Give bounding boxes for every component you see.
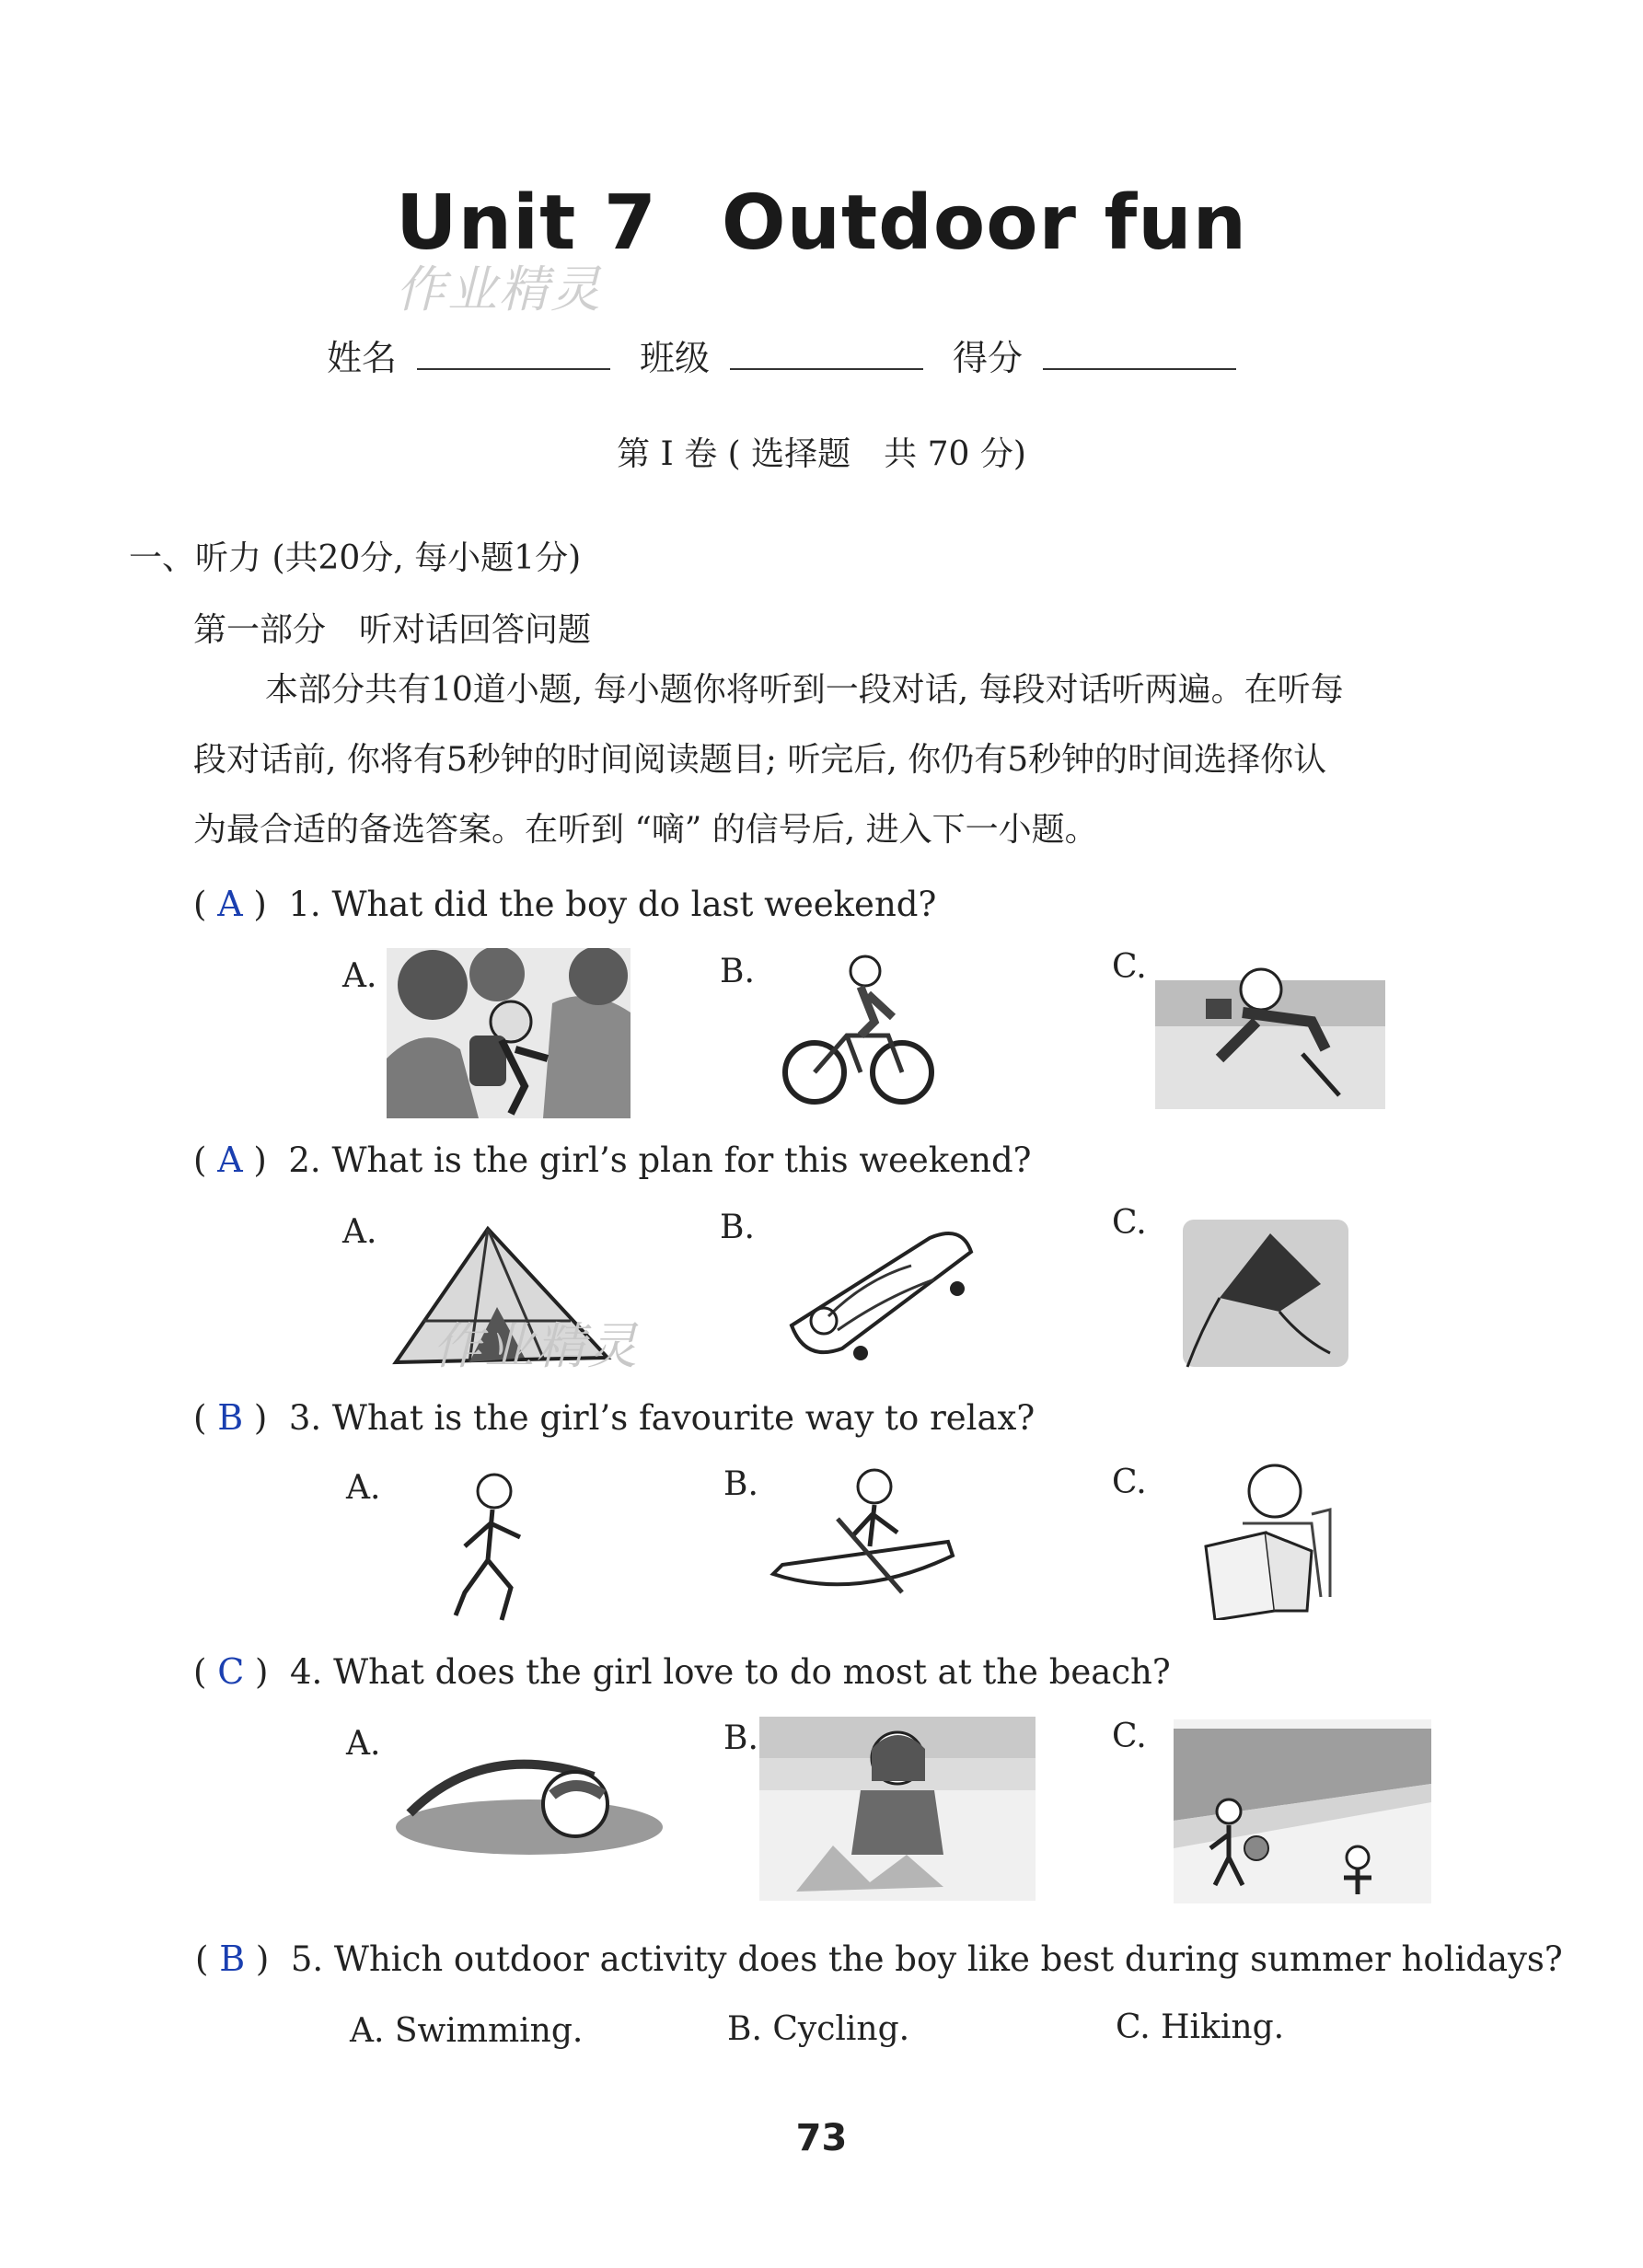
option-label: C. (1112, 948, 1147, 986)
watermark: 作业精灵 (396, 260, 602, 318)
hiking-picture[interactable] (387, 948, 631, 1118)
part-heading: 第一部分 听对话回答问题 (193, 611, 592, 649)
option-label: C. (1112, 1718, 1147, 1755)
instructions (193, 655, 1482, 865)
watermark: 作业精灵 (433, 1317, 639, 1375)
question-2: ( A ) 2. What is the girl’s plan for this weekend? (193, 1140, 1032, 1180)
question-text: 2. What is the girl’s plan for this weekend? (288, 1140, 1032, 1180)
answer-mark: A (217, 884, 243, 924)
name-blank[interactable] (417, 341, 610, 370)
sandcastle-picture[interactable] (759, 1717, 1036, 1901)
skateboard-picture[interactable] (773, 1224, 980, 1362)
running-picture[interactable] (437, 1464, 557, 1629)
question-3: ( B ) 3. What is the girl’s favourite way to relax? (193, 1397, 1036, 1438)
unit-name: Outdoor fun (721, 179, 1247, 267)
answer-mark: B (217, 1397, 244, 1438)
sand-digging-picture[interactable] (1155, 948, 1385, 1109)
reading-newspaper-picture[interactable] (1192, 1459, 1344, 1620)
question-text: 3. What is the girl’s favourite way to relax? (288, 1398, 1036, 1438)
class-blank[interactable] (730, 341, 923, 370)
answer-mark: C (217, 1651, 245, 1692)
option-label: B. (723, 1465, 758, 1503)
page-number: 73 (795, 2117, 848, 2159)
answer-mark: A (217, 1140, 243, 1180)
question-4: ( C ) 4. What does the girl love to do most at the beach? (193, 1651, 1171, 1692)
question-text: 5. Which outdoor activity does the boy like best during summer holidays? (290, 1939, 1563, 1979)
option-label: A. (342, 1213, 377, 1251)
option-label: A. (346, 1725, 381, 1763)
option-label: B. (720, 1209, 755, 1246)
kite-picture[interactable] (1183, 1220, 1348, 1371)
option-cycling[interactable]: B. Cycling. (727, 2010, 910, 2048)
option-label: C. (1112, 1464, 1147, 1501)
name-label: 姓名 (327, 338, 398, 378)
class-label: 班级 (640, 338, 711, 378)
question-text: 4. What does the girl love to do most at the beach? (290, 1652, 1171, 1692)
swimming-picture[interactable] (391, 1730, 667, 1859)
option-label: B. (720, 953, 755, 990)
score-label: 得分 (953, 338, 1024, 378)
student-info-row (327, 330, 1266, 380)
option-label: A. (346, 1469, 381, 1507)
option-label: A. (342, 957, 377, 995)
volume-heading: 第 I 卷 ( 选择题 共 70 分) (617, 435, 1026, 473)
option-label: B. (723, 1719, 758, 1757)
cycling-picture[interactable] (778, 948, 939, 1109)
instruction-line: 本部分共有10道小题, 每小题你将听到一段对话, 每段对话听两遍。在听每 (265, 671, 1344, 709)
option-hiking[interactable]: C. Hiking. (1116, 2008, 1285, 2046)
answer-mark: B (219, 1938, 246, 1979)
instruction-line: 段对话前, 你将有5秒钟的时间阅读题目; 听完后, 你仍有5秒钟的时间选择你认 (193, 741, 1327, 779)
unit-label: Unit 7 (396, 179, 657, 267)
section-heading: 一、听力 (共20分, 每小题1分) (129, 539, 582, 577)
page-title (0, 179, 1643, 267)
instruction-line: 为最合适的备选答案。在听到 “嘀” 的信号后, 进入下一小题。 (193, 811, 1098, 849)
option-label: C. (1112, 1204, 1147, 1242)
question-5: ( B ) 5. Which outdoor activity does the boy like best during summer holidays? (195, 1938, 1563, 1979)
score-blank[interactable] (1043, 341, 1236, 370)
rowing-picture[interactable] (764, 1464, 962, 1620)
question-text: 1. What did the boy do last weekend? (288, 885, 937, 924)
option-swimming[interactable]: A. Swimming. (350, 2012, 584, 2050)
beach-ball-picture[interactable] (1174, 1719, 1431, 1904)
question-1: ( A ) 1. What did the boy do last weekend? (193, 884, 937, 924)
